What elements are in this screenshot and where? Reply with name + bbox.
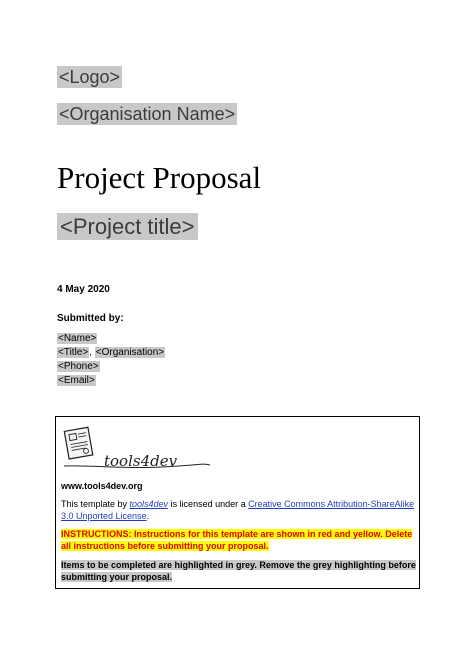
logo-placeholder: <Logo> [59, 67, 121, 87]
license-end: . [146, 511, 150, 521]
website-url: www.tools4dev.org [61, 481, 143, 491]
contact-separator: , [89, 347, 95, 358]
contact-block [57, 332, 165, 388]
organisation-name-placeholder: <Organisation Name> [59, 104, 236, 124]
tools4dev-logo [62, 423, 212, 475]
grey-items-text: Items to be completed are highlighted in grey. Remove the grey highlighting before submitting your proposal. [61, 560, 416, 582]
project-title-placeholder: <Project title> [57, 213, 198, 240]
brand-wordmark: tools4dev [104, 452, 178, 470]
author-link[interactable]: tools4dev [129, 499, 169, 509]
title-placeholder: <Title> [58, 347, 89, 358]
email-placeholder: <Email> [58, 375, 95, 386]
instructions-text: INSTRUCTIONS: Instructions for this template are shown in red and yellow. Delete all instructions before submitting your proposal. [61, 529, 413, 551]
organisation-placeholder: <Organisation> [95, 347, 165, 358]
submitted-by-label: Submitted by: [57, 313, 124, 324]
instructions-note [61, 528, 418, 552]
document-date: 4 May 2020 [57, 284, 110, 295]
phone-placeholder: <Phone> [58, 361, 99, 372]
info-box [55, 416, 420, 589]
license-prefix: This template by [61, 499, 130, 509]
document-title: Project Proposal [57, 160, 262, 195]
name-placeholder: <Name> [58, 333, 97, 344]
grey-items-note [61, 559, 418, 583]
license-middle: is licensed under a [168, 499, 249, 509]
license-text [61, 498, 416, 522]
license-link[interactable]: Creative Commons Attribution-ShareAlike 3.0 Unported License [61, 499, 415, 521]
